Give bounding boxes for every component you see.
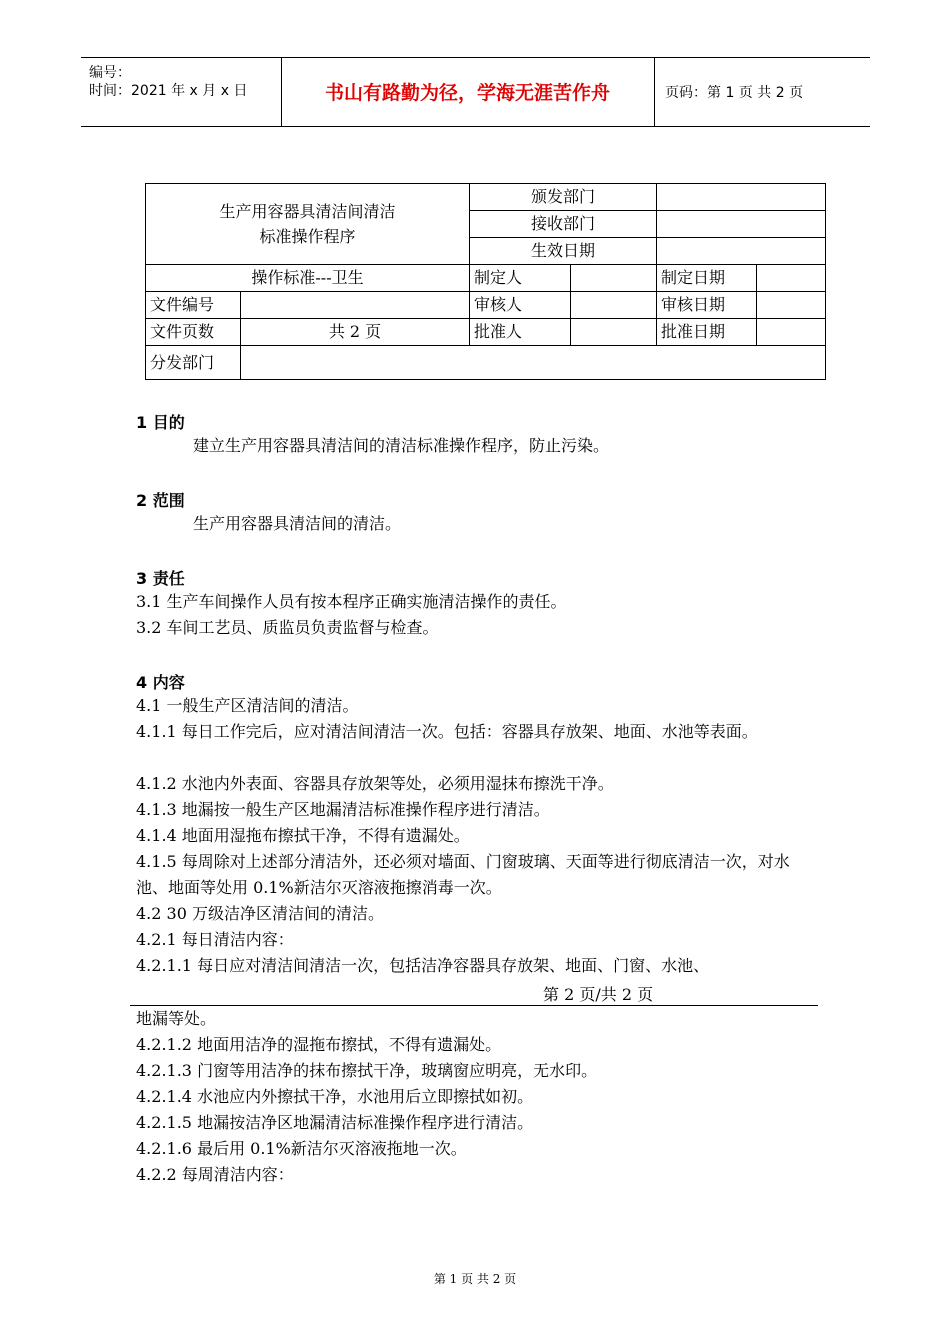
table-row xyxy=(146,346,826,380)
section-text: 3.2 车间工艺员、质监员负责监督与检查。 xyxy=(136,618,439,637)
section-text: 4.2.1.3 门窗等用洁净的抹布擦拭干净，玻璃窗应明亮，无水印。 xyxy=(136,1061,598,1080)
section-text: 4.1.5 每周除对上述部分清洁外，还必须对墙面、门窗玻璃、天面等进行彻底清洁一次，对水池、地面等处用 0.1%新洁尔灭溶液拖擦消毒一次。 xyxy=(136,852,790,897)
receiving-dept-value xyxy=(657,211,826,238)
effective-date-label: 生效日期 xyxy=(470,238,657,265)
section-text: 生产用容器具清洁间的清洁。 xyxy=(193,514,402,533)
table-row xyxy=(146,319,826,346)
distribution-label: 分发部门 xyxy=(146,346,241,380)
reviewed-date-label: 审核日期 xyxy=(657,292,757,319)
doc-title-line1: 生产用容器具清洁间清洁 xyxy=(219,202,396,221)
doc-pages-value: 共 2 页 xyxy=(241,319,470,346)
section-text: 4.1.1 每日工作完后，应对清洁间清洁一次。包括：容器具存放架、地面、水池等表面。 xyxy=(136,722,758,741)
approved-by-label: 批准人 xyxy=(470,319,571,346)
page-footer: 第 1 页 共 2 页 xyxy=(433,1272,517,1286)
doc-time-label: 时间：2021 年 x 月 x 日 xyxy=(89,83,248,99)
section-heading-purpose: 1 目的 xyxy=(136,413,185,432)
prepared-date-value xyxy=(757,265,826,292)
section-heading-responsibility: 3 责任 xyxy=(136,569,185,588)
section-text: 4.2.1.4 水池应内外擦拭干净，水池用后立即擦拭如初。 xyxy=(136,1087,534,1106)
issuing-dept-value xyxy=(657,184,826,211)
header-divider xyxy=(654,58,655,126)
distribution-value xyxy=(241,346,826,380)
doc-no-value xyxy=(241,292,470,319)
document-info-table xyxy=(145,183,826,380)
doc-title-cell xyxy=(146,184,470,265)
section-text: 4.2.1.6 最后用 0.1%新洁尔灭溶液拖地一次。 xyxy=(136,1139,467,1158)
prepared-date-label: 制定日期 xyxy=(657,265,757,292)
section-text: 建立生产用容器具清洁间的清洁标准操作程序，防止污染。 xyxy=(193,436,610,455)
page-header xyxy=(81,57,870,127)
category-cell: 操作标准---卫生 xyxy=(146,265,470,292)
issuing-dept-label: 颁发部门 xyxy=(470,184,657,211)
section-text: 4.1.4 地面用湿拖布擦拭干净，不得有遗漏处。 xyxy=(136,826,470,845)
table-row xyxy=(146,265,826,292)
table-row xyxy=(146,292,826,319)
section-text: 4.1.3 地漏按一般生产区地漏清洁标准操作程序进行清洁。 xyxy=(136,800,550,819)
section-text: 4.2.1.5 地漏按洁净区地漏清洁标准操作程序进行清洁。 xyxy=(136,1113,534,1132)
effective-date-value xyxy=(657,238,826,265)
doc-no-label: 文件编号 xyxy=(146,292,241,319)
doc-title-line2: 标准操作程序 xyxy=(259,227,356,246)
section-text: 4.2.1.2 地面用洁净的湿拖布擦拭，不得有遗漏处。 xyxy=(136,1035,502,1054)
section-text: 4.1 一般生产区清洁间的清洁。 xyxy=(136,696,359,715)
doc-pages-label: 文件页数 xyxy=(146,319,241,346)
approved-date-value xyxy=(757,319,826,346)
section-text: 3.1 生产车间操作人员有按本程序正确实施清洁操作的责任。 xyxy=(136,592,567,611)
section-text: 4.2 30 万级洁净区清洁间的清洁。 xyxy=(136,904,384,923)
prepared-by-label: 制定人 xyxy=(470,265,571,292)
section-text: 4.2.2 每周清洁内容： xyxy=(136,1165,294,1184)
approved-date-label: 批准日期 xyxy=(657,319,757,346)
header-page-indicator: 页码：第 1 页 共 2 页 xyxy=(665,85,804,101)
table-row xyxy=(146,184,826,211)
section-text: 4.2.1 每日清洁内容： xyxy=(136,930,294,949)
reviewed-by-value xyxy=(571,292,657,319)
reviewed-date-value xyxy=(757,292,826,319)
header-motto: 书山有路勤为径，学海无涯苦作舟 xyxy=(324,82,610,104)
doc-number-label: 编号： xyxy=(89,65,131,81)
section-heading-content: 4 内容 xyxy=(136,673,185,692)
section-text: 地漏等处。 xyxy=(136,1009,217,1028)
prepared-by-value xyxy=(571,265,657,292)
section-heading-scope: 2 范围 xyxy=(136,491,185,510)
receiving-dept-label: 接收部门 xyxy=(470,211,657,238)
approved-by-value xyxy=(571,319,657,346)
reviewed-by-label: 审核人 xyxy=(470,292,571,319)
section-text: 4.1.2 水池内外表面、容器具存放架等处，必须用湿抹布擦洗干净。 xyxy=(136,774,614,793)
section-text: 4.2.1.1 每日应对清洁间清洁一次，包括洁净容器具存放架、地面、门窗、水池、 xyxy=(136,956,710,975)
inner-page-mark: 第 2 页/共 2 页 xyxy=(543,985,654,1004)
